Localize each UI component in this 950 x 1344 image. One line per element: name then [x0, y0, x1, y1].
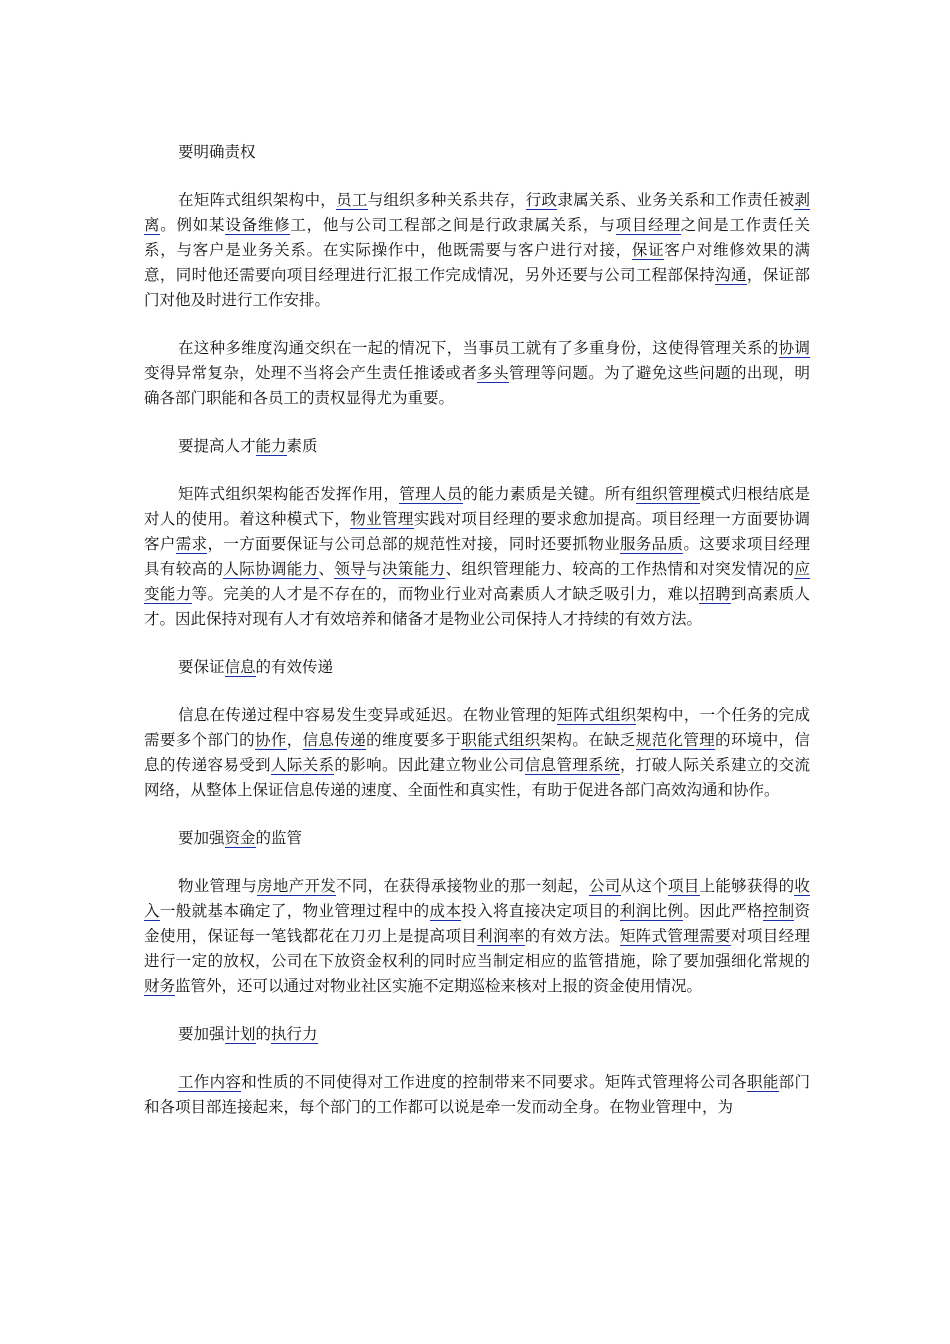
keyword-link[interactable]: 组织管理 [636, 485, 700, 503]
keyword-link[interactable]: 成本 [429, 902, 462, 920]
keyword-link[interactable]: 利润率 [477, 927, 525, 945]
keyword-link[interactable]: 招聘 [699, 585, 731, 603]
text-run: 要明确责权 [178, 143, 256, 161]
keyword-link[interactable]: 物业管理 [350, 510, 414, 528]
text-run: 要加强 [178, 1025, 225, 1043]
text-run: 的能力素质是关键。所有 [462, 485, 637, 503]
keyword-link[interactable]: 收入 [144, 877, 810, 920]
paragraph [144, 482, 810, 632]
keyword-link[interactable]: 执行力 [271, 1025, 318, 1043]
text-run: 资金使用，保证每一笔钱都花在刀刃上是提高项目 [144, 902, 810, 945]
keyword-link[interactable]: 利润比例 [619, 902, 684, 920]
text-run: 的维度要多于 [366, 731, 462, 749]
text-run: 要加强 [178, 829, 225, 847]
text-run: 上能够获得的 [699, 877, 795, 895]
text-run: 信息在传递过程中容易发生变异或延迟。在物业管理的 [178, 706, 558, 724]
keyword-link[interactable]: 员工 [336, 191, 368, 209]
keyword-link[interactable]: 公司 [588, 877, 621, 895]
text-run: 在这种多维度沟通交织在一起的情况下，当事员工就有了多重身份，这使得管理关系的 [178, 339, 779, 357]
text-run: 架构。在缺乏 [540, 731, 636, 749]
text-run: 素质 [286, 437, 318, 455]
text-run: ，保证部门对他及时进行工作安排。 [144, 266, 810, 309]
keyword-link[interactable]: 信息 [224, 658, 256, 676]
keyword-link[interactable]: 管理人员 [399, 485, 463, 503]
keyword-link[interactable]: 职能式组织 [461, 731, 541, 749]
text-run: 监管外，还可以通过对物业社区实施不定期巡检来核对上报的资金使用情况。 [175, 977, 703, 995]
keyword-link[interactable]: 决策能力 [382, 560, 446, 578]
text-run: 之间是工作责任关系，与客户是业务关系。在实际操作中，他既需要与客户进行对接， [144, 216, 810, 259]
keyword-link[interactable]: 协作 [255, 731, 287, 749]
keyword-link[interactable]: 能力 [255, 437, 287, 455]
text-run: 不同，在获得承接物业的那一刻起， [336, 877, 589, 895]
keyword-link[interactable]: 设备维修 [225, 216, 291, 234]
keyword-link[interactable]: 剥离 [144, 191, 810, 234]
section-heading [144, 826, 810, 851]
section-heading [144, 434, 810, 459]
paragraph [144, 703, 810, 803]
keyword-link[interactable]: 项目经理 [615, 216, 681, 234]
keyword-link[interactable]: 领导 [334, 560, 367, 578]
text-run: 部门和各项目部连接起来，每个部门的工作都可以说是牵一发而动全身。在物业管理中，为 [144, 1073, 810, 1116]
keyword-link[interactable]: 规范化管理 [635, 731, 716, 749]
section-heading [144, 1022, 810, 1047]
text-run: 对项目经理进行一定的放权，公司在下放资金权利的同时应当制定相应的监管措施，除了要加强细化常规的 [144, 927, 810, 970]
text-run: ， [286, 731, 303, 749]
text-run: 隶属关系、业务关系和工作责任被 [557, 191, 795, 209]
keyword-link[interactable]: 工作内容 [178, 1073, 242, 1091]
text-run: 、组织管理能力、较高的工作热情和对突发情况的 [445, 560, 795, 578]
keyword-link[interactable]: 人际关系 [270, 756, 335, 774]
text-run: 在矩阵式组织架构中， [178, 191, 337, 209]
text-run: 。因此严格 [683, 902, 763, 920]
keyword-link[interactable]: 沟通 [715, 266, 747, 284]
text-run: 投入将直接决定项目的 [461, 902, 620, 920]
text-run: 实践对项目经理的要求愈加提高。项目经理一方面要协调客户 [144, 510, 810, 553]
text-run: 从这个 [620, 877, 668, 895]
section-heading [144, 655, 810, 680]
text-run: 与 [366, 560, 382, 578]
keyword-link[interactable]: 项目 [667, 877, 700, 895]
text-run: 、 [318, 560, 335, 578]
paragraph [144, 1070, 810, 1120]
text-run: 客户对维修效果的满意，同时他还需要向项目经理进行汇报工作完成情况，另外还要与公司工程部保持 [144, 241, 810, 284]
text-run: 和性质的不同使得对工作进度的控制带来不同要求。矩阵式管理将公司各 [241, 1073, 748, 1091]
keyword-link[interactable]: 需求 [175, 535, 208, 553]
text-run: ，一方面要保证与公司总部的规范性对接，同时还要抓物业 [207, 535, 620, 553]
keyword-link[interactable]: 信息传递 [302, 731, 367, 749]
text-run: 等。完美的人才是不存在的，而物业行业对高素质人才缺乏吸引力，难以 [191, 585, 700, 603]
keyword-link[interactable]: 计划 [224, 1025, 256, 1043]
keyword-link[interactable]: 人际协调能力 [223, 560, 319, 578]
keyword-link[interactable]: 财务 [144, 977, 176, 995]
text-run: 。这要求项目经理具有较高的 [144, 535, 810, 578]
keyword-link[interactable]: 保证 [631, 241, 665, 259]
paragraph [144, 874, 810, 999]
paragraph [144, 188, 810, 313]
text-run: 模式归根结底是对人的使用。着这种模式下， [144, 485, 810, 528]
text-run: 管理等问题。为了避免这些问题的出现，明确各部门职能和各员工的责权显得尤为重要。 [144, 364, 810, 407]
text-run: 的有效方法。 [524, 927, 620, 945]
text-run: 要保证 [178, 658, 225, 676]
text-run: 矩阵式组织架构能否发挥作用， [178, 485, 400, 503]
keyword-link[interactable]: 房地产开发 [257, 877, 337, 895]
text-run: 。例如某 [160, 216, 226, 234]
text-run: 与组织多种关系共存， [367, 191, 526, 209]
text-run: 的监管 [255, 829, 303, 847]
keyword-link[interactable]: 资金 [224, 829, 256, 847]
paragraph [144, 336, 810, 411]
keyword-link[interactable]: 职能 [747, 1073, 779, 1091]
text-run: 的环境中，信息的传递容易受到 [144, 731, 810, 774]
keyword-link[interactable]: 信息管理系统 [524, 756, 620, 774]
keyword-link[interactable]: 矩阵式管理需要 [619, 927, 731, 945]
keyword-link[interactable]: 矩阵式组织 [557, 706, 637, 724]
keyword-link[interactable]: 多头 [477, 364, 509, 382]
keyword-link[interactable]: 协调 [778, 339, 810, 357]
text-run: 的影响。因此建立物业公司 [334, 756, 525, 774]
text-run: 到高素质人才。因此保持对现有人才有效培养和储备才是物业公司保持人才持续的有效方法。 [144, 585, 810, 628]
text-run: 一般就基本确定了，物业管理过程中的 [159, 902, 430, 920]
text-run: 的有效传递 [255, 658, 334, 676]
section-heading [144, 140, 810, 165]
keyword-link[interactable]: 服务品质 [619, 535, 684, 553]
text-run: 物业管理与 [178, 877, 258, 895]
text-run: ，打破人际关系建立的交流网络，从整体上保证信息传递的速度、全面性和真实性，有助于促进各部门高效沟通和协作。 [144, 756, 810, 799]
text-run: 要提高人才 [178, 437, 256, 455]
text-run: 架构中，一个任务的完成需要多个部门的 [144, 706, 810, 749]
text-run: 的 [255, 1025, 272, 1043]
text-run: 变得异常复杂，处理不当将会产生责任推诿或者 [144, 364, 478, 382]
keyword-link[interactable]: 控制 [762, 902, 795, 920]
keyword-link[interactable]: 应变能力 [144, 560, 810, 603]
keyword-link[interactable]: 行政 [525, 191, 558, 209]
text-run: 工，他与公司工程部之间是行政隶属关系，与 [290, 216, 616, 234]
